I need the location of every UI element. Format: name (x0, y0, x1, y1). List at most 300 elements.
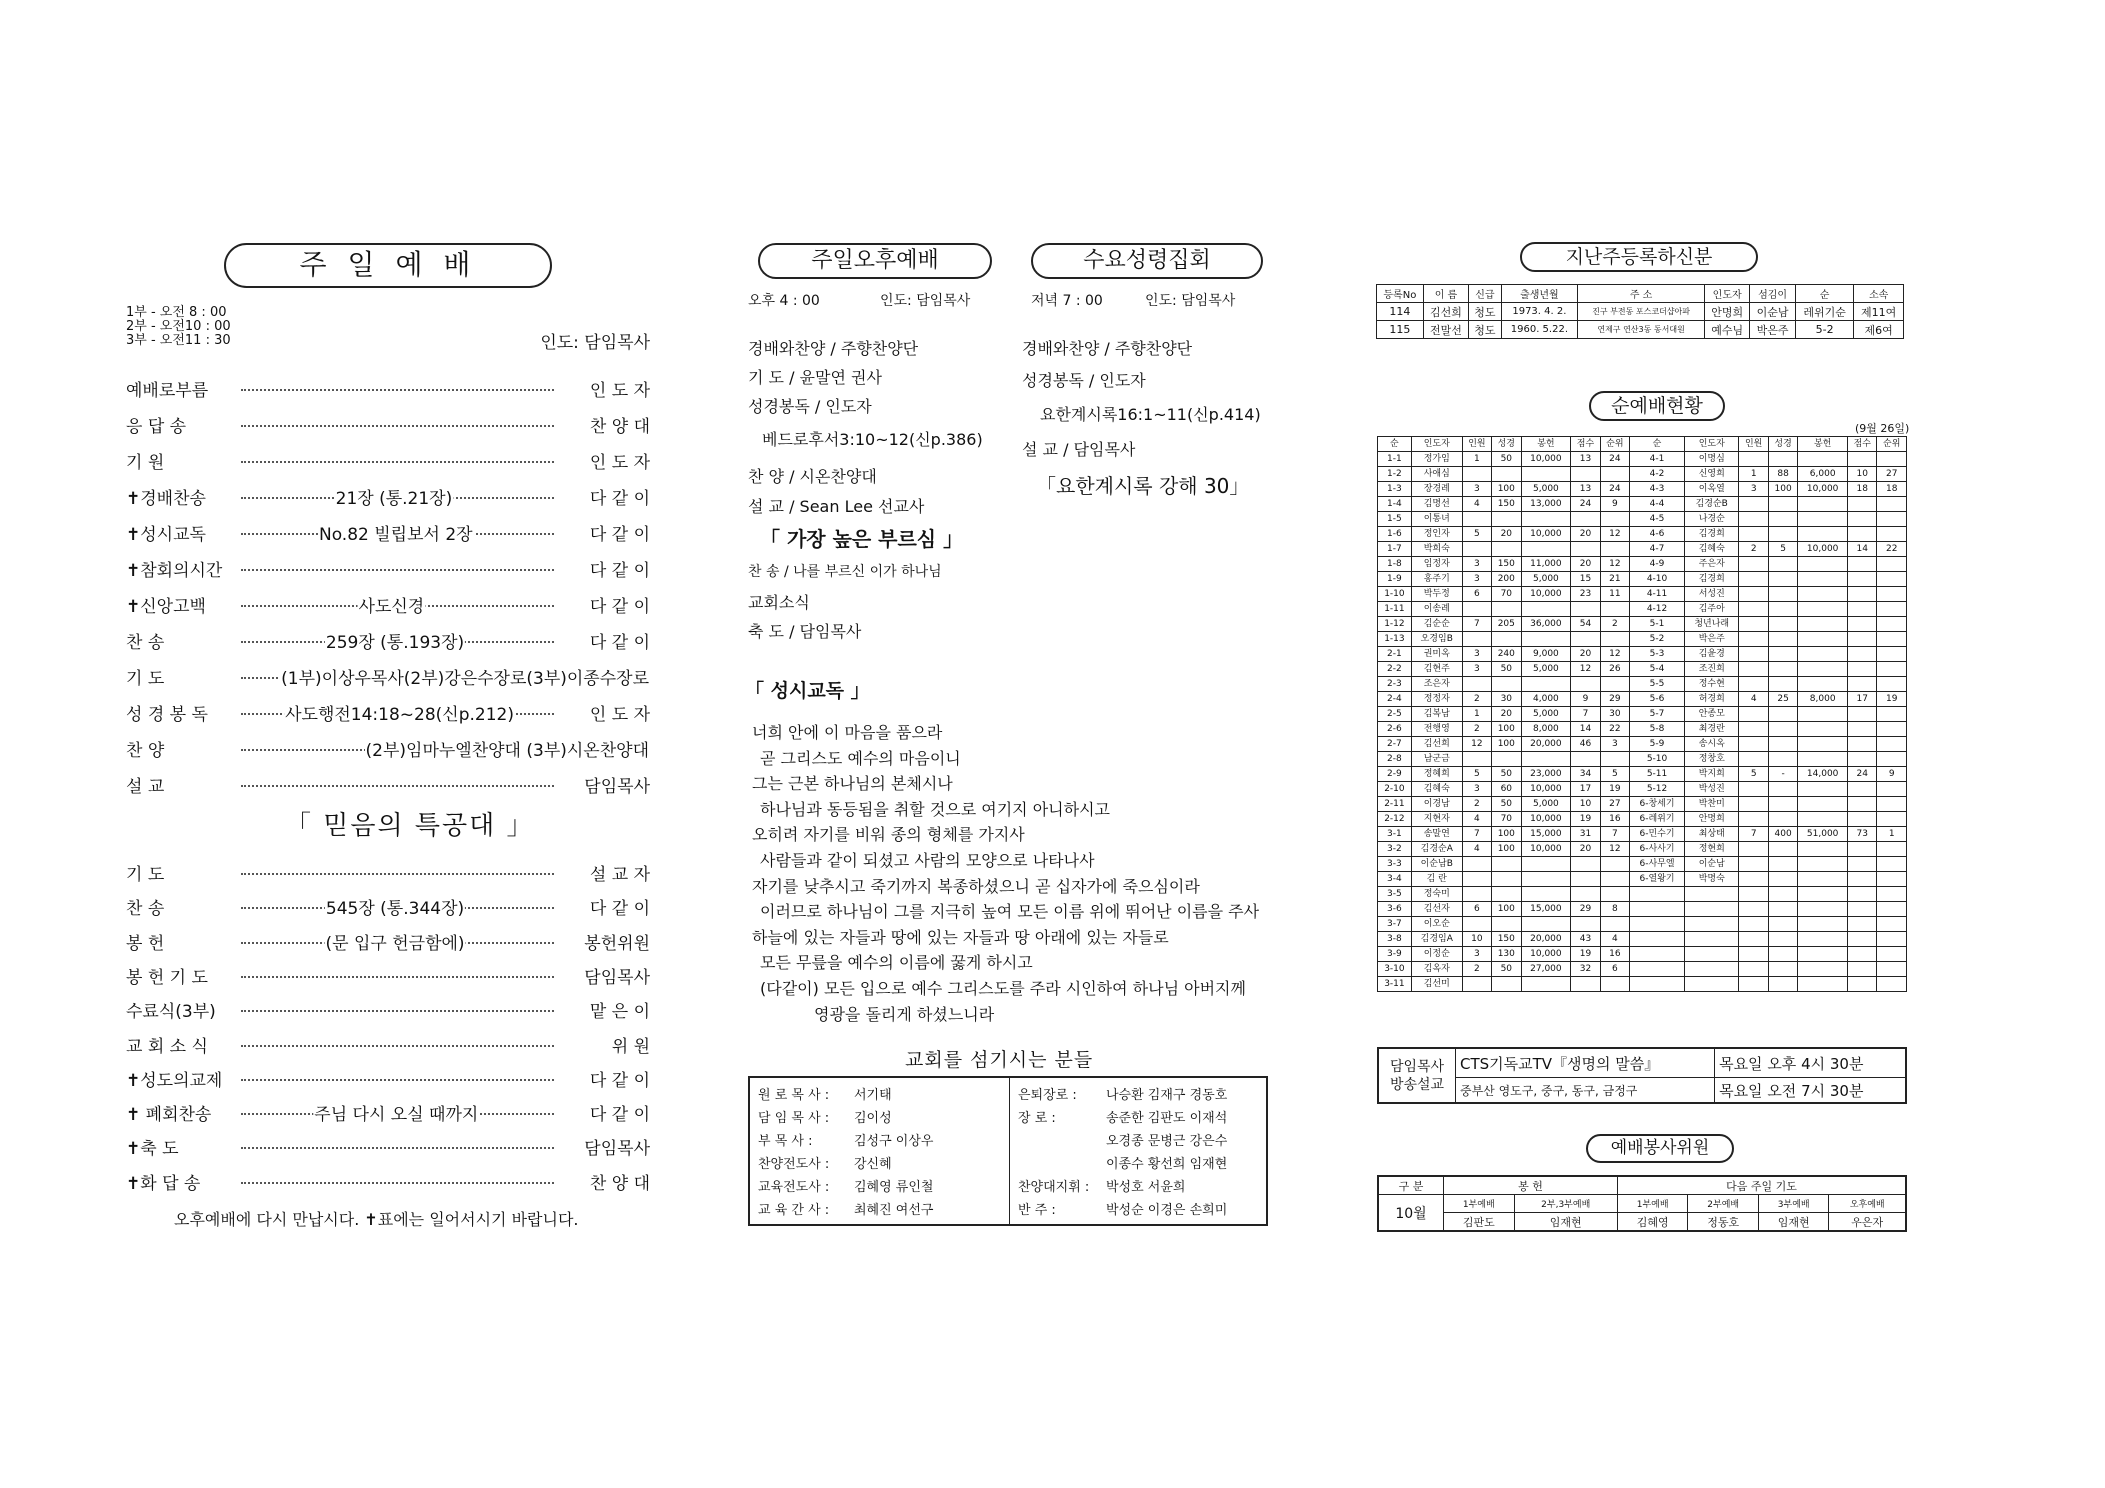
table-cell: 박은주 (1684, 632, 1739, 647)
table-cell: 안종모 (1684, 707, 1739, 722)
table-cell: 2 (1462, 962, 1491, 977)
committee-value: 임재현 (1758, 1213, 1829, 1232)
service-item (126, 860, 650, 884)
table-cell (1877, 977, 1907, 992)
table-cell: 13,000 (1521, 497, 1571, 512)
table-cell (1848, 602, 1877, 617)
row-assignee: 찬 양 대 (589, 1173, 650, 1194)
table-cell: 5-2 (1795, 321, 1854, 339)
table-cell: 60 (1492, 782, 1521, 797)
table-cell: 김경임A (1411, 932, 1462, 947)
table-cell: 15 (1571, 572, 1600, 587)
row-label: ✝화 답 송 (126, 1173, 201, 1194)
table-cell: 7 (1600, 827, 1629, 842)
table-cell: 2-5 (1378, 707, 1412, 722)
table-cell: 21 (1600, 572, 1629, 587)
table-cell: 27,000 (1521, 962, 1571, 977)
table-cell (1768, 842, 1797, 857)
table-row (1378, 677, 1907, 692)
table-cell: - (1768, 767, 1797, 782)
table-cell (1798, 452, 1848, 467)
table-cell: 10,000 (1798, 542, 1848, 557)
table-cell (1600, 632, 1629, 647)
row-assignee: 인 도 자 (589, 705, 650, 725)
table-cell: 4,000 (1521, 692, 1571, 707)
staff-role: 반 주 : (1018, 1203, 1056, 1218)
table-cell: 9 (1600, 497, 1629, 512)
table-cell: 박두정 (1411, 587, 1462, 602)
broadcast-label-1: 담임목사 (1389, 1058, 1445, 1075)
afternoon-sermon: 「 가장 높은 부르심 」 (760, 527, 964, 551)
table-cell: 4-2 (1630, 467, 1685, 482)
leader-dots (241, 461, 554, 463)
table-cell (1768, 977, 1797, 992)
table-cell (1521, 872, 1571, 887)
table-cell (1848, 812, 1877, 827)
row-label: 수료식(3부) (126, 1002, 216, 1023)
table-cell (1492, 542, 1521, 557)
row-label: 기 도 (126, 669, 165, 689)
table-cell: 안명희 (1684, 812, 1739, 827)
table-cell (1848, 857, 1877, 872)
table-cell: 1-12 (1378, 617, 1412, 632)
table-cell: 박은주 (1750, 321, 1795, 339)
afternoon-item: 기 도 / 윤말연 권사 (748, 368, 882, 387)
staff-title: 교회를 섬기시는 분들 (905, 1049, 1094, 1071)
table-cell: 5-6 (1630, 692, 1685, 707)
table-cell (1739, 512, 1768, 527)
column-header: 등록No (1377, 285, 1424, 303)
table-cell: 20 (1492, 707, 1521, 722)
table-cell: 6-열왕기 (1630, 872, 1685, 887)
table-cell: 5,000 (1521, 572, 1571, 587)
cell-title: 순예배현황 (1589, 391, 1725, 421)
leader-dots (241, 785, 554, 787)
table-cell: 50 (1492, 452, 1521, 467)
leader-dots (241, 1079, 554, 1081)
table-cell: 5-2 (1630, 632, 1685, 647)
committee-sub: 3부예배 (1758, 1195, 1829, 1213)
table-cell: 15,000 (1521, 902, 1571, 917)
table-cell: 이정순 (1411, 947, 1462, 962)
table-cell (1571, 467, 1600, 482)
staff-names: 김성구 이상우 (854, 1134, 934, 1149)
table-cell: 3 (1462, 572, 1491, 587)
service-item (126, 556, 650, 580)
table-cell (1798, 617, 1848, 632)
committee-sub: 1부예배 (1444, 1195, 1515, 1213)
column-header: 점수 (1848, 437, 1877, 452)
table-cell (1600, 917, 1629, 932)
table-cell: 4-5 (1630, 512, 1685, 527)
responsive-title: 「 성시교독 」 (745, 680, 870, 702)
table-cell (1877, 962, 1907, 977)
row-label: 기 원 (126, 453, 165, 473)
table-cell: 7 (1462, 827, 1491, 842)
table-cell (1848, 902, 1877, 917)
table-cell: 240 (1492, 647, 1521, 662)
row-assignee: 다 같 이 (589, 633, 650, 653)
table-cell (1848, 557, 1877, 572)
table-cell: 4-6 (1630, 527, 1685, 542)
table-cell (1462, 677, 1491, 692)
table-cell: 진구 부전동 포스코더샵아파 (1578, 303, 1705, 321)
table-cell: 10,000 (1521, 452, 1571, 467)
table-cell: 11,000 (1521, 557, 1571, 572)
row-label: 예배로부름 (126, 381, 209, 401)
table-cell (1739, 902, 1768, 917)
table-cell: 20 (1492, 527, 1521, 542)
service-item (126, 929, 650, 953)
table-cell: 30 (1600, 707, 1629, 722)
table-cell: 26 (1600, 662, 1629, 677)
wednesday-sermon: 「요한계시록 강해 30」 (1036, 474, 1250, 498)
table-cell: 청도 (1469, 321, 1501, 339)
table-cell: 정혜희 (1411, 767, 1462, 782)
table-cell (1877, 887, 1907, 902)
row-assignee: 다 같 이 (589, 525, 650, 545)
table-cell (1848, 977, 1877, 992)
staff-names: 나승환 김재구 경동호 (1106, 1088, 1228, 1103)
table-cell: 정수현 (1684, 677, 1739, 692)
table-cell: 24 (1600, 452, 1629, 467)
table-cell (1848, 782, 1877, 797)
table-cell (1768, 752, 1797, 767)
table-cell: 88 (1768, 467, 1797, 482)
table-cell: 1-9 (1378, 572, 1412, 587)
table-cell: 46 (1571, 737, 1600, 752)
table-cell: 6,000 (1798, 467, 1848, 482)
table-cell (1848, 932, 1877, 947)
table-cell: 지현자 (1411, 812, 1462, 827)
table-row (1378, 572, 1907, 587)
table-cell (1462, 872, 1491, 887)
column-header: 성경 (1768, 437, 1797, 452)
table-cell (1877, 722, 1907, 737)
table-cell (1571, 602, 1600, 617)
table-cell: 오경임B (1411, 632, 1462, 647)
table-cell (1877, 947, 1907, 962)
table-cell (1521, 887, 1571, 902)
table-cell: 22 (1600, 722, 1629, 737)
table-cell (1848, 572, 1877, 587)
table-cell (1848, 527, 1877, 542)
staff-role: 찬양대지휘 : (1018, 1180, 1090, 1195)
table-cell (1877, 662, 1907, 677)
row-assignee: 인 도 자 (589, 381, 650, 401)
row-label: 찬 송 (126, 899, 165, 920)
table-row (1378, 587, 1907, 602)
staff-names: 오경종 문병근 강은수 (1106, 1134, 1228, 1149)
table-cell (1462, 602, 1491, 617)
table-cell: 23 (1571, 587, 1600, 602)
staff-role: 담 임 목 사 : (758, 1111, 830, 1126)
responsive-line: 자기를 낮추시고 죽기까지 복종하셨으니 곧 십자가에 죽으심이라 (752, 876, 1200, 896)
table-cell: 205 (1492, 617, 1521, 632)
table-cell (1877, 707, 1907, 722)
table-cell (1877, 857, 1907, 872)
table-cell (1877, 902, 1907, 917)
table-cell: 4-11 (1630, 587, 1685, 602)
table-cell: 20 (1571, 842, 1600, 857)
table-cell (1798, 677, 1848, 692)
service-item (126, 700, 650, 724)
table-cell: 1973. 4. 2. (1501, 303, 1578, 321)
table-cell (1848, 662, 1877, 677)
row-label: ✝성도의교제 (126, 1070, 223, 1091)
table-cell: 4 (1600, 932, 1629, 947)
table-cell (1768, 917, 1797, 932)
table-cell (1462, 977, 1491, 992)
service-item (126, 1032, 650, 1056)
table-cell: 14,000 (1798, 767, 1848, 782)
table-cell (1739, 752, 1768, 767)
cell-table (1377, 436, 1907, 992)
table-cell: 4-10 (1630, 572, 1685, 587)
table-cell: 5-8 (1630, 722, 1685, 737)
table-cell (1768, 512, 1797, 527)
table-cell: 이순남 (1750, 303, 1795, 321)
table-cell (1492, 677, 1521, 692)
table-cell: 100 (1492, 722, 1521, 737)
table-cell: 5 (1462, 527, 1491, 542)
table-cell: 이오순 (1411, 917, 1462, 932)
table-cell (1798, 932, 1848, 947)
cell-date: (9월 26일) (1855, 422, 1910, 435)
table-cell (1848, 872, 1877, 887)
table-cell: 200 (1492, 572, 1521, 587)
table-cell (1848, 737, 1877, 752)
table-row (1378, 692, 1907, 707)
table-cell: 연제구 연산3동 동서대원 (1578, 321, 1705, 339)
table-cell (1798, 737, 1848, 752)
table-cell: 14 (1848, 542, 1877, 557)
table-cell (1798, 602, 1848, 617)
table-cell: 최상태 (1684, 827, 1739, 842)
table-row (1378, 557, 1907, 572)
table-cell: 3-1 (1378, 827, 1412, 842)
table-cell (1877, 872, 1907, 887)
table-cell: 12 (1600, 527, 1629, 542)
table-cell (1739, 932, 1768, 947)
row-assignee: 인 도 자 (589, 453, 650, 473)
table-cell: 2-12 (1378, 812, 1412, 827)
table-cell (1739, 572, 1768, 587)
table-cell (1798, 857, 1848, 872)
row-label: ✝성시교독 (126, 525, 206, 545)
column-header: 순위 (1600, 437, 1629, 452)
table-cell: 54 (1571, 617, 1600, 632)
table-cell (1798, 512, 1848, 527)
table-cell (1630, 947, 1685, 962)
table-cell (1848, 722, 1877, 737)
staff-role: 교 육 간 사 : (758, 1203, 830, 1218)
table-cell (1739, 527, 1768, 542)
service-item (126, 412, 650, 436)
table-cell: 31 (1571, 827, 1600, 842)
table-cell: 130 (1492, 947, 1521, 962)
afternoon-item: 경배와찬양 / 주향찬양단 (748, 339, 919, 358)
table-cell: 29 (1571, 902, 1600, 917)
table-cell: 50 (1492, 962, 1521, 977)
afternoon-time: 오후 4 : 00 (748, 293, 820, 309)
table-cell: 3 (1462, 662, 1491, 677)
afternoon-item: 설 교 / Sean Lee 선교사 (748, 497, 925, 516)
column-header: 소속 (1854, 285, 1904, 303)
table-cell: 2-9 (1378, 767, 1412, 782)
row-assignee: 봉헌위원 (584, 933, 650, 954)
responsive-line: 오히려 자기를 비워 종의 형체를 가지사 (752, 825, 1025, 845)
row-assignee: 다 같 이 (589, 597, 650, 617)
table-cell (1848, 752, 1877, 767)
table-cell (1492, 602, 1521, 617)
table-row (1378, 602, 1907, 617)
table-cell (1768, 887, 1797, 902)
table-cell (1798, 722, 1848, 737)
table-cell: 1-11 (1378, 602, 1412, 617)
table-cell: 1-6 (1378, 527, 1412, 542)
table-cell: 36,000 (1521, 617, 1571, 632)
service-item (126, 894, 650, 918)
table-cell: 5 (1739, 767, 1768, 782)
service-item (126, 736, 650, 760)
table-cell: 5 (1600, 767, 1629, 782)
column-header: 인도자 (1684, 437, 1739, 452)
table-cell: 100 (1492, 842, 1521, 857)
table-cell (1798, 527, 1848, 542)
table-cell (1798, 947, 1848, 962)
table-cell (1877, 617, 1907, 632)
table-row (1378, 662, 1907, 677)
table-cell (1630, 902, 1685, 917)
table-cell (1492, 752, 1521, 767)
table-cell: 3-8 (1378, 932, 1412, 947)
table-cell: 14 (1571, 722, 1600, 737)
table-cell: 19 (1600, 782, 1629, 797)
table-cell (1798, 647, 1848, 662)
table-cell: 50 (1492, 662, 1521, 677)
table-cell (1630, 887, 1685, 902)
responsive-line: 이러므로 하나님이 그를 지극히 높여 모든 이름 위에 뛰어난 이름을 주사 (760, 902, 1260, 922)
table-cell: 박지희 (1684, 767, 1739, 782)
table-row (1378, 857, 1907, 872)
table-cell: 29 (1600, 692, 1629, 707)
staff-box (748, 1076, 1268, 1226)
table-cell (1684, 902, 1739, 917)
table-row (1378, 542, 1907, 557)
table-cell: 4-3 (1630, 482, 1685, 497)
table-cell: 2 (1462, 797, 1491, 812)
table-cell: 70 (1492, 812, 1521, 827)
service-item (126, 376, 650, 400)
service-item (126, 963, 650, 987)
table-cell (1798, 497, 1848, 512)
table-cell (1848, 647, 1877, 662)
table-row (1378, 722, 1907, 737)
table-cell: 1-8 (1378, 557, 1412, 572)
table-cell: 7 (1739, 827, 1768, 842)
table-cell: 16 (1600, 947, 1629, 962)
staff-names: 서기태 (854, 1088, 892, 1103)
column-header: 섬김이 (1750, 285, 1795, 303)
table-cell (1877, 452, 1907, 467)
table-cell (1571, 542, 1600, 557)
table-cell: 100 (1492, 827, 1521, 842)
row-detail: 21장 (통.21장) (335, 484, 454, 509)
table-cell (1768, 797, 1797, 812)
table-cell (1739, 587, 1768, 602)
table-cell: 20,000 (1521, 737, 1571, 752)
table-cell (1600, 872, 1629, 887)
service-item (126, 997, 650, 1021)
table-cell: 김명선 (1411, 497, 1462, 512)
table-cell: 1-5 (1378, 512, 1412, 527)
table-cell: 박희숙 (1411, 542, 1462, 557)
table-cell: 8,000 (1798, 692, 1848, 707)
table-cell (1739, 557, 1768, 572)
broadcast-time-1: 목요일 오후 4시 30분 (1715, 1048, 1906, 1078)
service-item (126, 448, 650, 472)
row-label: 응 답 송 (126, 417, 187, 437)
table-cell: 10,000 (1798, 482, 1848, 497)
table-cell: 4 (1462, 812, 1491, 827)
table-cell (1492, 887, 1521, 902)
table-cell (1877, 587, 1907, 602)
committee-gubun-header: 구 분 (1378, 1176, 1444, 1195)
committee-sub: 오후예배 (1829, 1195, 1906, 1213)
broadcast-time-2: 목요일 오전 7시 30분 (1715, 1078, 1906, 1104)
table-cell (1521, 857, 1571, 872)
table-row (1378, 962, 1907, 977)
wednesday-item: 설 교 / 담임목사 (1022, 440, 1136, 459)
row-label: 봉 헌 (126, 933, 165, 954)
table-cell (1739, 647, 1768, 662)
row-label: ✝경배찬송 (126, 489, 206, 509)
table-cell (1739, 917, 1768, 932)
table-cell (1462, 917, 1491, 932)
table-cell: 청년나래 (1684, 617, 1739, 632)
table-cell (1768, 782, 1797, 797)
afternoon-item: 성경봉독 / 인도자 (748, 397, 872, 416)
row-detail: 사도행전14:18~28(신p.212) (284, 700, 515, 725)
table-cell (1877, 842, 1907, 857)
table-cell (1768, 602, 1797, 617)
table-cell: 김윤경 (1684, 647, 1739, 662)
table-cell: 18 (1877, 482, 1907, 497)
table-cell: 정숙미 (1411, 887, 1462, 902)
column-header: 봉헌 (1798, 437, 1848, 452)
table-row (1377, 321, 1904, 339)
table-cell: 2-1 (1378, 647, 1412, 662)
table-cell (1798, 587, 1848, 602)
table-row (1378, 452, 1907, 467)
table-cell: 50 (1492, 797, 1521, 812)
table-cell: 27 (1877, 467, 1907, 482)
table-cell: 25 (1768, 692, 1797, 707)
table-cell: 3-11 (1378, 977, 1412, 992)
table-cell (1684, 962, 1739, 977)
table-cell (1684, 932, 1739, 947)
table-cell (1848, 587, 1877, 602)
table-cell: 2 (1462, 722, 1491, 737)
table-cell (1462, 632, 1491, 647)
table-cell: 6-민수기 (1630, 827, 1685, 842)
staff-names: 김혜영 류인철 (854, 1180, 934, 1195)
table-cell: 주은자 (1684, 557, 1739, 572)
table-cell: 제6여 (1854, 321, 1904, 339)
table-cell (1798, 872, 1848, 887)
table-cell: 4-1 (1630, 452, 1685, 467)
